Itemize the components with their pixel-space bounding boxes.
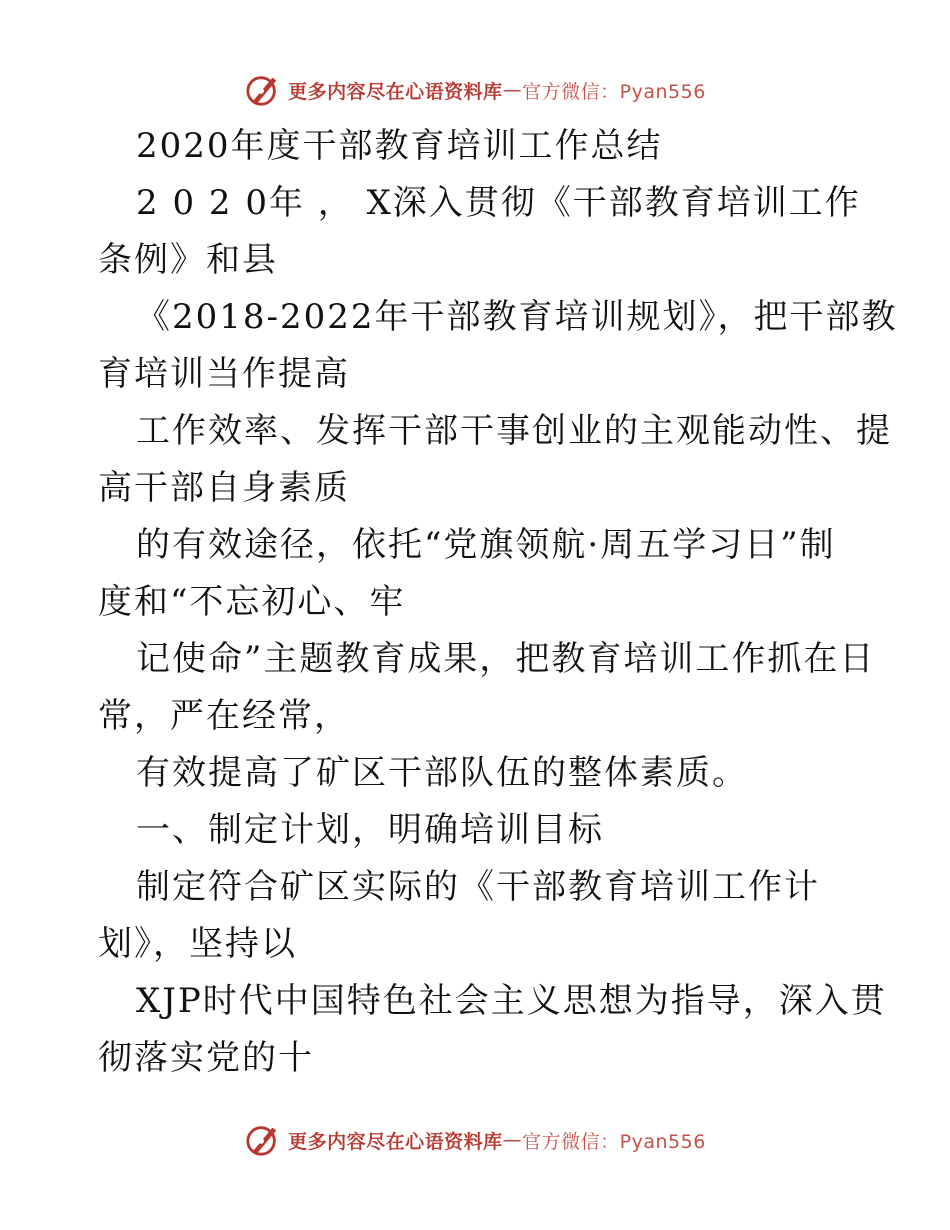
watermark-banner-bottom [0,1120,950,1160]
watermark-handle: 官方微信：Pyan556 [522,80,706,103]
paragraph-line: 高干部自身素质 [98,468,350,508]
paragraph-line: 条例》和县 [98,240,278,280]
watermark-text: 更多内容尽在心语资料库 [288,80,503,103]
paragraph-line: 2 0 2 0年 ， X深入贯彻《干部教育培训工作 [136,183,861,223]
paragraph-line: 有效提高了矿区干部队伍的整体素质。 [136,753,748,793]
paragraph-line: 《2018-2022年干部教育培训规划》，把干部教 [136,297,898,337]
paragraph-line: 的有效途径，依托“党旗领航·周五学习日”制 [136,525,836,565]
pen-logo-icon [244,72,282,108]
document-title: 2020年度干部教育培训工作总结 [136,126,663,166]
paragraph-line: 制定符合矿区实际的《干部教育培训工作计 [136,867,820,907]
watermark-dash: — [502,79,523,101]
paragraph-line: 记使命”主题教育成果，把教育培训工作抓在日 [136,639,876,679]
watermark-banner-top [0,70,950,110]
section-heading: 一、制定计划，明确培训目标 [136,810,604,850]
watermark-dash: — [502,1129,523,1151]
paragraph-line: 常，严在经常， [98,696,350,736]
paragraph-line: 彻落实党的十 [98,1038,314,1078]
watermark-handle: 官方微信：Pyan556 [522,1130,706,1153]
paragraph-line: 工作效率、发挥干部干事创业的主观能动性、提 [136,411,892,451]
paragraph-line: XJP时代中国特色社会主义思想为指导，深入贯 [136,981,887,1021]
paragraph-line: 育培训当作提高 [98,354,350,394]
watermark-text: 更多内容尽在心语资料库 [288,1130,503,1153]
paragraph-line: 度和“不忘初心、牢 [98,582,406,622]
pen-logo-icon [244,1122,282,1158]
document-body [98,118,898,1087]
paragraph-line: 划》，坚持以 [98,924,297,964]
